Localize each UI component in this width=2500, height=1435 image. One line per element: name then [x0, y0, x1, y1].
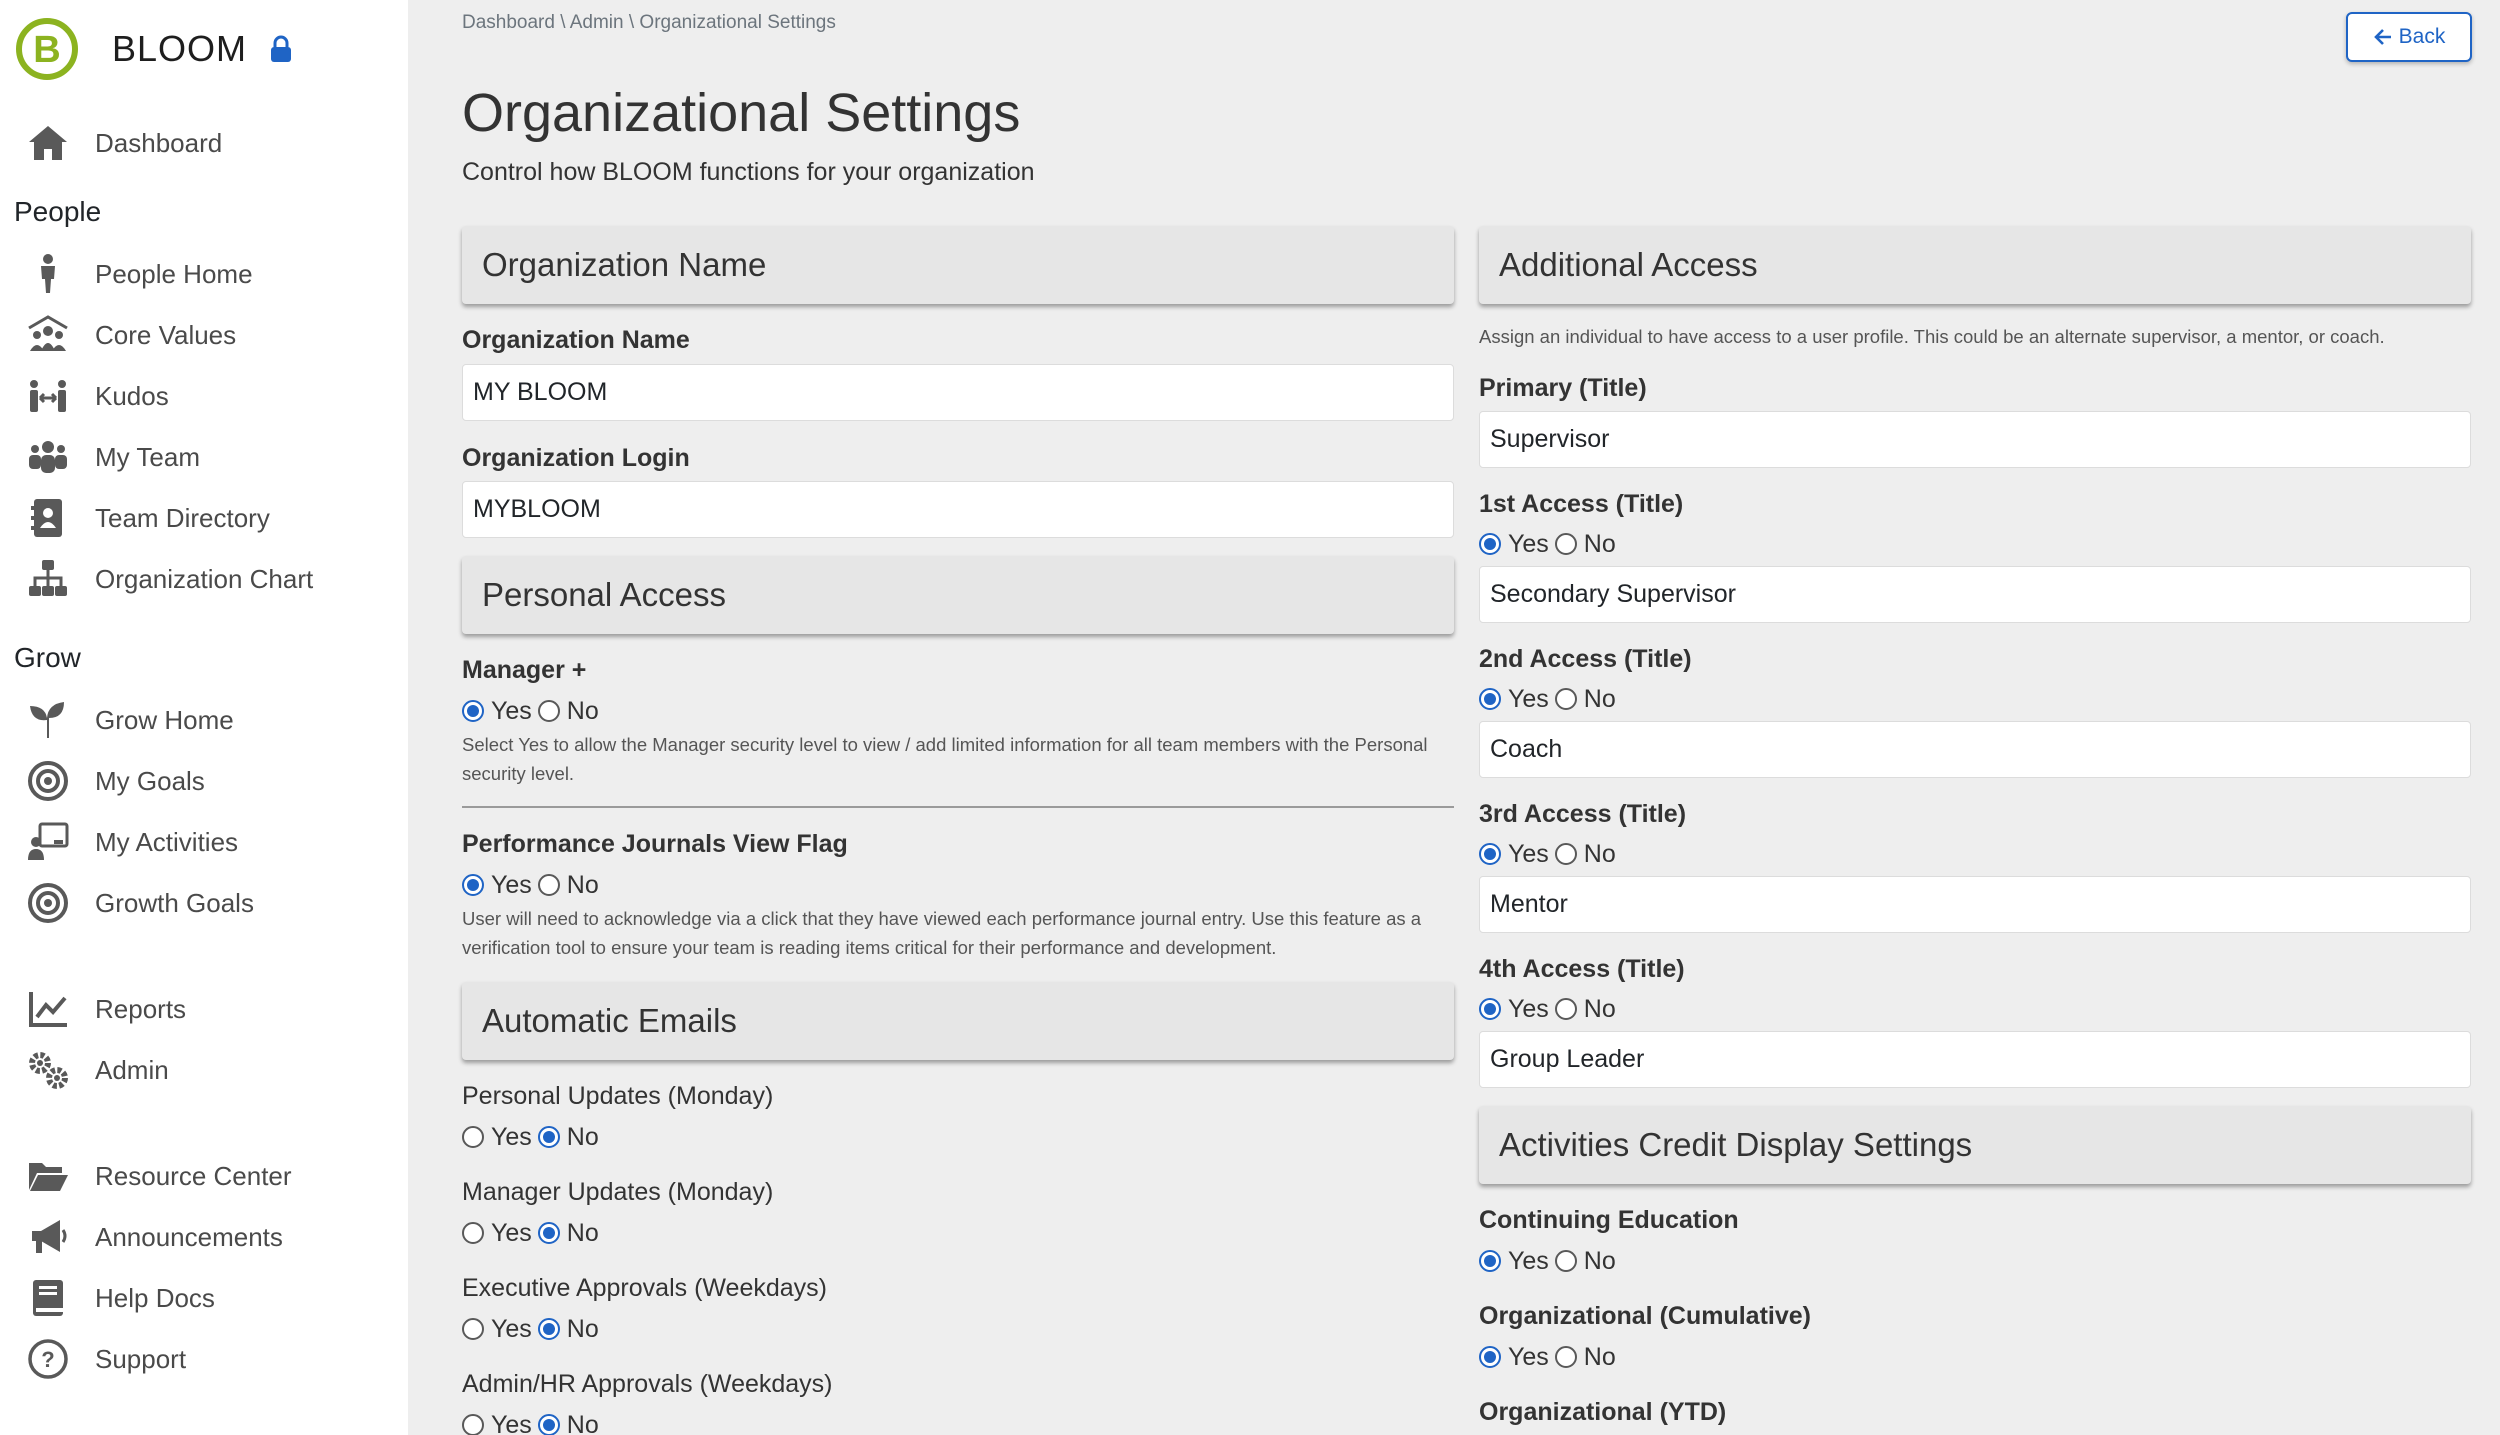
- executive-approvals-no-radio[interactable]: [538, 1318, 560, 1340]
- access-3-radio-group: Yes No: [1479, 839, 2471, 869]
- manager-plus-label: Manager +: [462, 656, 587, 684]
- svg-text:?: ?: [41, 1347, 55, 1372]
- performance-journals-radio-group: Yes No: [462, 870, 1454, 900]
- organizational-ytd-label: Organizational (YTD): [1479, 1398, 1727, 1426]
- brand[interactable]: [16, 16, 293, 82]
- people-arrows-icon: [22, 371, 74, 421]
- svg-text:B: B: [33, 29, 61, 71]
- sidebar-item-grow-home[interactable]: Grow Home: [22, 695, 234, 745]
- sidebar-item-team-directory[interactable]: Team Directory: [22, 493, 270, 543]
- access-3-yes-radio[interactable]: [1479, 843, 1501, 865]
- access-4-label: 4th Access (Title): [1479, 955, 1685, 983]
- bloom-logo: [16, 18, 78, 80]
- brand-name: BLOOM: [112, 28, 248, 69]
- organization-name-input[interactable]: MY BLOOM: [462, 364, 1454, 421]
- additional-access-header: Additional Access: [1479, 226, 2471, 304]
- question-circle-icon: [22, 1334, 74, 1384]
- personal-access-header: Personal Access: [462, 556, 1454, 634]
- continuing-education-radio-group: Yes No: [1479, 1246, 2471, 1276]
- main-content: [408, 0, 2500, 1435]
- continuing-education-label: Continuing Education: [1479, 1206, 1739, 1234]
- organizational-cumulative-yes-radio[interactable]: [1479, 1346, 1501, 1368]
- credit-display-header: Activities Credit Display Settings: [1479, 1106, 2471, 1184]
- admin-hr-approvals-radio-group: Yes No: [462, 1410, 1454, 1435]
- primary-title-label: Primary (Title): [1479, 374, 1647, 402]
- personal-updates-yes-radio[interactable]: [462, 1126, 484, 1148]
- sidebar-item-resource-center[interactable]: Resource Center: [22, 1151, 292, 1201]
- page-subtitle: Control how BLOOM functions for your organization: [462, 158, 1035, 186]
- sidebar-item-organization-chart[interactable]: Organization Chart: [22, 554, 313, 604]
- primary-title-input[interactable]: Supervisor: [1479, 411, 2471, 468]
- sidebar-item-admin[interactable]: Admin: [22, 1045, 169, 1095]
- back-button[interactable]: Back: [2346, 12, 2472, 62]
- access-4-no-radio[interactable]: [1555, 998, 1577, 1020]
- people-roof-icon: [22, 310, 74, 360]
- admin-hr-approvals-yes-radio[interactable]: [462, 1414, 484, 1435]
- seedling-icon: [22, 695, 74, 745]
- access-1-no-radio[interactable]: [1555, 533, 1577, 555]
- access-3-no-radio[interactable]: [1555, 843, 1577, 865]
- executive-approvals-yes-radio[interactable]: [462, 1318, 484, 1340]
- additional-access-help: Assign an individual to have access to a user profile. This could be an alternate supervisor, a mentor, or coach.: [1479, 326, 2385, 347]
- organizational-cumulative-radio-group: Yes No: [1479, 1342, 2471, 1372]
- personal-updates-no-radio[interactable]: [538, 1126, 560, 1148]
- access-1-input[interactable]: Secondary Supervisor: [1479, 566, 2471, 623]
- sidebar-item-my-team[interactable]: My Team: [22, 432, 200, 482]
- access-2-yes-radio[interactable]: [1479, 688, 1501, 710]
- sidebar-item-support[interactable]: ? Support: [22, 1334, 186, 1384]
- bullseye-icon: [22, 756, 74, 806]
- organizational-cumulative-label: Organizational (Cumulative): [1479, 1302, 1811, 1330]
- sidebar-item-people-home[interactable]: People Home: [22, 249, 253, 299]
- access-1-yes-radio[interactable]: [1479, 533, 1501, 555]
- arrow-left-icon: [2373, 27, 2393, 47]
- page-title: Organizational Settings: [462, 83, 1021, 143]
- sidebar-item-help-docs[interactable]: Help Docs: [22, 1273, 215, 1323]
- sidebar-item-my-activities[interactable]: My Activities: [22, 817, 238, 867]
- home-icon: [22, 118, 74, 168]
- access-3-label: 3rd Access (Title): [1479, 800, 1687, 828]
- team-icon: [22, 432, 74, 482]
- line-chart-icon: [22, 984, 74, 1034]
- manager-updates-radio-group: Yes No: [462, 1218, 1454, 1248]
- sidebar-item-core-values[interactable]: Core Values: [22, 310, 236, 360]
- access-4-yes-radio[interactable]: [1479, 998, 1501, 1020]
- bullhorn-icon: [22, 1212, 74, 1262]
- folder-open-icon: [22, 1151, 74, 1201]
- admin-hr-approvals-label: Admin/HR Approvals (Weekdays): [462, 1370, 833, 1398]
- performance-journals-help: User will need to acknowledge via a click that they have viewed each performance journal entry. Use this feature as a verification tool to ensure your team is reading items critical for their performance and development.: [462, 908, 1422, 958]
- address-book-icon: [22, 493, 74, 543]
- person-icon: [22, 249, 74, 299]
- organization-name-label: Organization Name: [462, 326, 690, 354]
- manager-updates-yes-radio[interactable]: [462, 1222, 484, 1244]
- personal-updates-radio-group: Yes No: [462, 1122, 1454, 1152]
- access-2-radio-group: Yes No: [1479, 684, 2471, 714]
- manager-updates-label: Manager Updates (Monday): [462, 1178, 774, 1206]
- breadcrumb[interactable]: Dashboard \ Admin \ Organizational Settings: [462, 12, 836, 33]
- sidebar-item-reports[interactable]: Reports: [22, 984, 186, 1034]
- sidebar-item-announcements[interactable]: Announcements: [22, 1212, 283, 1262]
- organization-login-input[interactable]: MYBLOOM: [462, 481, 1454, 538]
- book-icon: [22, 1273, 74, 1323]
- manager-plus-help: Select Yes to allow the Manager security level to view / add limited information for all team members with the Personal security level.: [462, 734, 1428, 784]
- organization-login-label: Organization Login: [462, 444, 690, 472]
- sidebar-item-growth-goals[interactable]: Growth Goals: [22, 878, 254, 928]
- lock-icon: [269, 35, 293, 63]
- sidebar-item-my-goals[interactable]: My Goals: [22, 756, 205, 806]
- performance-journals-label: Performance Journals View Flag: [462, 830, 848, 858]
- continuing-education-yes-radio[interactable]: [1479, 1250, 1501, 1272]
- gears-icon: [22, 1045, 74, 1095]
- performance-journals-yes-radio[interactable]: [462, 874, 484, 896]
- access-2-no-radio[interactable]: [1555, 688, 1577, 710]
- access-2-input[interactable]: Coach: [1479, 721, 2471, 778]
- divider: [462, 806, 1454, 808]
- organizational-cumulative-no-radio[interactable]: [1555, 1346, 1577, 1368]
- sidebar: [0, 0, 408, 1435]
- sidebar-item-dashboard[interactable]: Dashboard: [22, 118, 222, 168]
- manager-updates-no-radio[interactable]: [538, 1222, 560, 1244]
- access-1-label: 1st Access (Title): [1479, 490, 1684, 518]
- access-1-radio-group: Yes No: [1479, 529, 2471, 559]
- executive-approvals-label: Executive Approvals (Weekdays): [462, 1274, 827, 1302]
- organization-name-header: Organization Name: [462, 226, 1454, 304]
- chalkboard-user-icon: [22, 817, 74, 867]
- manager-plus-radio-group: Yes No: [462, 696, 1454, 726]
- personal-updates-label: Personal Updates (Monday): [462, 1082, 774, 1110]
- manager-plus-yes-radio[interactable]: [462, 700, 484, 722]
- executive-approvals-radio-group: Yes No: [462, 1314, 1454, 1344]
- sitemap-icon: [22, 554, 74, 604]
- access-4-radio-group: Yes No: [1479, 994, 2471, 1024]
- admin-hr-approvals-no-radio[interactable]: [538, 1414, 560, 1435]
- continuing-education-no-radio[interactable]: [1555, 1250, 1577, 1272]
- bullseye-icon: [22, 878, 74, 928]
- sidebar-item-kudos[interactable]: Kudos: [22, 371, 169, 421]
- manager-plus-no-radio[interactable]: [538, 700, 560, 722]
- access-2-label: 2nd Access (Title): [1479, 645, 1692, 673]
- performance-journals-no-radio[interactable]: [538, 874, 560, 896]
- grow-heading: Grow: [14, 642, 81, 673]
- people-heading: People: [14, 196, 102, 227]
- access-4-input[interactable]: Group Leader: [1479, 1031, 2471, 1088]
- automatic-emails-header: Automatic Emails: [462, 982, 1454, 1060]
- access-3-input[interactable]: Mentor: [1479, 876, 2471, 933]
